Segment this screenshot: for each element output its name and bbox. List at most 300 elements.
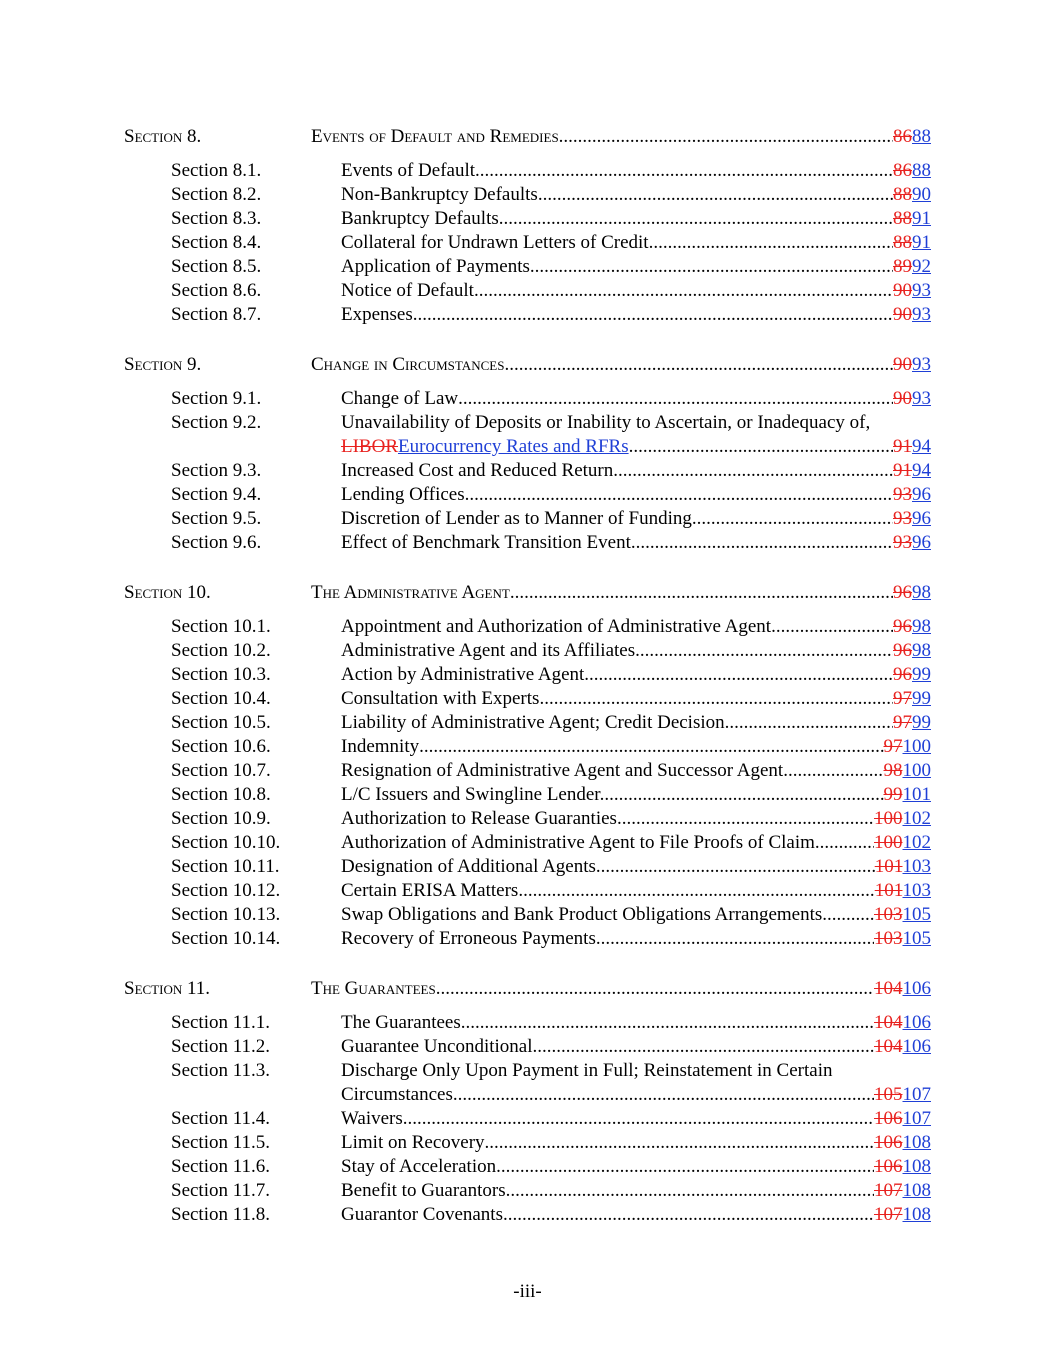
toc-entry <box>0 183 1055 207</box>
page-reference <box>875 855 931 879</box>
dot-leader <box>617 807 874 831</box>
toc-entry <box>0 879 1055 903</box>
section-heading <box>0 977 1055 1001</box>
entry-title[interactable]: Guarantor Covenants <box>341 1204 503 1225</box>
entry-title-wrap <box>341 1203 931 1227</box>
subsection-number: Section 9.5. <box>171 508 262 529</box>
dot-leader <box>506 1179 874 1203</box>
old-page-number: 96 <box>893 664 912 685</box>
entry-title-wrap <box>341 879 931 903</box>
entry-title[interactable]: Authorization of Administrative Agent to File Proofs of Claim <box>341 832 815 853</box>
page-reference <box>893 207 931 231</box>
old-page-number: 100 <box>874 808 903 829</box>
old-page-number: 86 <box>893 126 912 147</box>
toc-entry-continuation <box>0 435 1055 459</box>
page-reference <box>893 435 931 459</box>
entry-title-wrap <box>341 687 931 711</box>
entry-title[interactable]: Guarantee Unconditional <box>341 1036 533 1057</box>
entry-title-wrap <box>341 231 931 255</box>
dot-leader <box>496 1155 874 1179</box>
toc-entry <box>0 303 1055 327</box>
entry-title-wrap <box>341 807 931 831</box>
section-number: Section 11. <box>124 978 211 999</box>
old-page-number: 93 <box>893 484 912 505</box>
page-reference <box>893 159 931 183</box>
toc-entry <box>0 711 1055 735</box>
subsection-number: Section 10.6. <box>171 736 271 757</box>
page-reference <box>893 687 931 711</box>
page-reference <box>874 831 931 855</box>
section-heading <box>0 581 1055 605</box>
subsection-number: Section 8.3. <box>171 208 262 229</box>
entry-title[interactable]: Administrative Agent and its Affiliates <box>341 640 636 661</box>
old-page-number: 107 <box>874 1204 903 1225</box>
toc-entry <box>0 507 1055 531</box>
entry-title[interactable]: Benefit to Guarantors <box>341 1180 506 1201</box>
dot-leader <box>413 303 893 327</box>
entry-title-wrap <box>341 903 931 927</box>
entry-title-wrap <box>341 255 931 279</box>
subsection-number: Section 11.6. <box>171 1156 271 1177</box>
page-number-footer: -iii- <box>513 1281 542 1302</box>
page-reference <box>874 807 931 831</box>
page-reference <box>874 1131 931 1155</box>
new-page-link[interactable]: 93 <box>912 280 931 301</box>
new-page-link[interactable]: 93 <box>912 304 931 325</box>
new-page-link[interactable]: 96 <box>912 532 931 553</box>
section-heading <box>0 125 1055 149</box>
entry-title-wrap <box>311 977 931 1001</box>
old-page-number: 89 <box>893 256 912 277</box>
old-page-number: 103 <box>874 904 903 925</box>
old-page-number: 106 <box>874 1108 903 1129</box>
subsection-number: Section 9.3. <box>171 460 262 481</box>
dot-leader <box>629 435 893 459</box>
old-page-number: 90 <box>893 280 912 301</box>
subsection-number: Section 10.14. <box>171 928 281 949</box>
old-page-number: 91 <box>893 460 912 481</box>
old-page-number: 91 <box>893 436 912 457</box>
page-reference <box>893 125 931 149</box>
toc-entry <box>0 531 1055 555</box>
dot-leader <box>822 903 874 927</box>
section-title[interactable]: The Administrative Agent <box>311 582 510 603</box>
old-page-number: 104 <box>874 978 903 999</box>
new-page-link[interactable]: 102 <box>902 832 931 853</box>
entry-title[interactable]: L/C Issuers and Swingline Lender. <box>341 784 605 805</box>
entry-title[interactable]: Lending Offices <box>341 484 465 505</box>
dot-leader <box>596 927 874 951</box>
page-reference <box>884 735 932 759</box>
toc-entry-continuation <box>0 1083 1055 1107</box>
entry-title[interactable]: Certain ERISA Matters <box>341 880 519 901</box>
toc-entry <box>0 1179 1055 1203</box>
dot-leader <box>510 581 893 605</box>
dot-leader <box>539 687 893 711</box>
entry-title[interactable]: Notice of Default <box>341 280 474 301</box>
toc-entry <box>0 927 1055 951</box>
entry-title[interactable]: Effect of Benchmark Transition Event <box>341 532 631 553</box>
toc-entry <box>0 1203 1055 1227</box>
dot-leader <box>475 159 893 183</box>
toc-entry <box>0 483 1055 507</box>
entry-title[interactable]: Action by Administrative Agent <box>341 664 585 685</box>
page-reference <box>874 1083 931 1107</box>
new-page-link[interactable]: 100 <box>902 736 931 757</box>
new-page-link[interactable]: 98 <box>912 640 931 661</box>
subsection-number: Section 9.1. <box>171 388 262 409</box>
entry-title[interactable]: Authorization to Release Guaranties <box>341 808 617 829</box>
toc-entry <box>0 411 1055 435</box>
entry-title-wrap <box>311 125 931 149</box>
old-page-number: 105 <box>874 1084 903 1105</box>
page-reference <box>874 903 931 927</box>
entry-title[interactable]: Recovery of Erroneous Payments <box>341 928 596 949</box>
new-page-link[interactable]: 90 <box>912 184 931 205</box>
old-page-number: 104 <box>874 1012 903 1033</box>
subsection-number: Section 11.4. <box>171 1108 271 1129</box>
dot-leader <box>538 183 893 207</box>
toc-entry <box>0 207 1055 231</box>
toc-entry <box>0 387 1055 411</box>
subsection-number: Section 10.4. <box>171 688 271 709</box>
dot-leader <box>649 231 893 255</box>
toc-entry <box>0 807 1055 831</box>
new-page-link[interactable]: 102 <box>902 808 931 829</box>
dot-leader <box>465 483 893 507</box>
dot-leader <box>584 663 893 687</box>
section-title[interactable]: The Guarantees <box>311 978 436 999</box>
dot-leader <box>419 735 883 759</box>
dot-leader <box>461 1011 874 1035</box>
entry-title-wrap <box>341 387 931 411</box>
new-page-link[interactable]: 105 <box>902 928 931 949</box>
dot-leader <box>725 711 893 735</box>
new-page-link[interactable]: 96 <box>912 484 931 505</box>
new-page-link[interactable]: 91 <box>912 208 931 229</box>
entry-title-wrap <box>341 831 931 855</box>
toc-entry <box>0 855 1055 879</box>
page-reference <box>893 663 931 687</box>
entry-title-wrap <box>341 411 931 435</box>
new-page-link[interactable]: 91 <box>912 232 931 253</box>
page-reference <box>893 581 931 605</box>
entry-title-wrap <box>341 615 931 639</box>
subsection-number: Section 9.2. <box>171 412 262 433</box>
new-page-link[interactable]: 108 <box>902 1180 931 1201</box>
old-page-number: 98 <box>883 760 903 781</box>
toc-entry <box>0 459 1055 483</box>
old-page-number: 86 <box>893 160 912 181</box>
toc-entry <box>0 831 1055 855</box>
page-reference <box>874 927 931 951</box>
page-reference <box>874 977 931 1001</box>
new-page-link[interactable]: 100 <box>902 760 931 781</box>
new-page-link[interactable]: 99 <box>912 688 931 709</box>
subsection-number: Section 10.10. <box>171 832 281 853</box>
toc-entry <box>0 1035 1055 1059</box>
toc-entry <box>0 1011 1055 1035</box>
entry-title-wrap <box>341 459 931 483</box>
page-reference <box>893 711 931 735</box>
old-page-number: 93 <box>893 508 912 529</box>
subsection-number: Section 8.1. <box>171 160 262 181</box>
old-page-number: 107 <box>874 1180 903 1201</box>
page-reference <box>893 507 931 531</box>
new-page-link[interactable]: 105 <box>902 904 931 925</box>
page-reference <box>893 303 931 327</box>
new-page-link[interactable]: 88 <box>912 160 931 181</box>
subsection-number: Section 11.2. <box>171 1036 271 1057</box>
toc-entry <box>0 783 1055 807</box>
entry-title-wrap <box>341 1107 931 1131</box>
dot-leader <box>499 207 893 231</box>
old-page-number: 106 <box>874 1156 903 1177</box>
entry-title-wrap <box>341 1131 931 1155</box>
entry-title[interactable]: Waivers <box>341 1108 403 1129</box>
entry-title[interactable]: Application of Payments <box>341 256 530 277</box>
new-page-link[interactable]: 99 <box>912 664 931 685</box>
entry-title-wrap <box>341 279 931 303</box>
inserted-text[interactable]: Eurocurrency Rates and RFRs <box>398 436 629 457</box>
entry-title[interactable]: Expenses <box>341 304 413 325</box>
dot-leader <box>518 879 874 903</box>
new-page-link[interactable]: 93 <box>912 388 931 409</box>
entry-title-wrap <box>311 581 931 605</box>
entry-title-wrap <box>341 1059 931 1083</box>
subsection-number: Section 8.7. <box>171 304 262 325</box>
dot-leader <box>783 759 883 783</box>
entry-title-wrap <box>341 639 931 663</box>
new-page-link[interactable]: 98 <box>912 616 931 637</box>
old-page-number: 97 <box>893 688 912 709</box>
new-page-link[interactable]: 107 <box>902 1084 931 1105</box>
new-page-link[interactable]: 108 <box>902 1156 931 1177</box>
old-page-number: 96 <box>893 582 912 603</box>
dot-leader <box>533 1035 874 1059</box>
entry-title[interactable]: Designation of Additional Agents <box>341 856 596 877</box>
entry-title-wrap <box>341 711 931 735</box>
deleted-text: LIBOR <box>341 436 398 457</box>
entry-title-wrap <box>341 1011 931 1035</box>
old-page-number: 90 <box>893 304 912 325</box>
entry-title-wrap <box>341 183 931 207</box>
old-page-number: 97 <box>883 736 903 757</box>
entry-title-wrap <box>341 1155 931 1179</box>
entry-title[interactable]: Liability of Administrative Agent; Credit Decision <box>341 712 725 733</box>
new-page-link[interactable]: 107 <box>902 1108 931 1129</box>
subsection-number: Section 10.2. <box>171 640 271 661</box>
old-page-number: 93 <box>893 532 912 553</box>
page-reference <box>874 1011 931 1035</box>
entry-title-wrap <box>341 663 931 687</box>
section-title[interactable]: Change in Circumstances <box>311 354 505 375</box>
toc-entry <box>0 1131 1055 1155</box>
new-page-link[interactable]: 106 <box>902 978 931 999</box>
dot-leader <box>635 639 893 663</box>
page-reference <box>893 459 931 483</box>
toc-entry <box>0 735 1055 759</box>
subsection-number: Section 10.12. <box>171 880 281 901</box>
toc-entry <box>0 903 1055 927</box>
entry-title-wrap <box>341 1083 931 1107</box>
subsection-number: Section 10.5. <box>171 712 271 733</box>
entry-title[interactable]: Appointment and Authorization of Administrative Agent <box>341 616 772 637</box>
toc-entry <box>0 159 1055 183</box>
page-reference <box>875 879 931 903</box>
toc-entry <box>0 615 1055 639</box>
entry-title[interactable]: The Guarantees <box>341 1012 461 1033</box>
old-page-number: 101 <box>874 880 903 901</box>
entry-title-wrap <box>341 759 931 783</box>
toc-entry <box>0 279 1055 303</box>
subsection-number: Section 11.7. <box>171 1180 271 1201</box>
old-page-number: 88 <box>893 184 912 205</box>
new-page-link[interactable]: 106 <box>902 1012 931 1033</box>
dot-leader <box>453 1083 874 1107</box>
entry-title[interactable]: Unavailability of Deposits or Inability to Ascertain, or Inadequacy of, <box>341 412 871 433</box>
dot-leader <box>503 1203 874 1227</box>
new-page-link[interactable]: 93 <box>912 354 931 375</box>
page-reference <box>893 639 931 663</box>
entry-title[interactable]: Change of Law <box>341 388 459 409</box>
subsection-number: Section 8.6. <box>171 280 262 301</box>
toc-entry <box>0 1059 1055 1083</box>
page-reference <box>893 279 931 303</box>
entry-title-wrap <box>341 507 931 531</box>
toc-entry <box>0 255 1055 279</box>
subsection-number: Section 10.1. <box>171 616 271 637</box>
entry-title[interactable]: Consultation with Experts <box>341 688 540 709</box>
dot-leader <box>771 615 893 639</box>
old-page-number: 100 <box>874 832 903 853</box>
new-page-link[interactable]: 92 <box>912 256 931 277</box>
page-reference <box>893 531 931 555</box>
toc-entry <box>0 231 1055 255</box>
entry-title[interactable]: Collateral for Undrawn Letters of Credit <box>341 232 649 253</box>
section-title[interactable]: Events of Default and Remedies <box>311 126 559 147</box>
entry-title[interactable]: Bankruptcy Defaults <box>341 208 499 229</box>
page-reference <box>893 255 931 279</box>
entry-title[interactable]: Limit on Recovery <box>341 1132 485 1153</box>
dot-leader <box>436 977 874 1001</box>
entry-title-wrap <box>341 207 931 231</box>
page-reference <box>893 353 931 377</box>
dot-leader <box>613 459 893 483</box>
dot-leader <box>474 279 893 303</box>
subsection-number: Section 11.1. <box>171 1012 271 1033</box>
entry-title[interactable]: Non-Bankruptcy Defaults <box>341 184 538 205</box>
toc-entry <box>0 663 1055 687</box>
page-reference <box>884 783 932 807</box>
entry-title-wrap <box>341 435 931 459</box>
section-number: Section 8. <box>124 126 202 147</box>
old-page-number: 96 <box>893 616 912 637</box>
dot-leader <box>631 531 893 555</box>
entry-title-continuation[interactable]: Circumstances <box>341 1084 453 1105</box>
subsection-number: Section 8.5. <box>171 256 262 277</box>
page-reference <box>893 483 931 507</box>
old-page-number: 106 <box>874 1132 903 1153</box>
entry-title[interactable]: Discharge Only Upon Payment in Full; Reinstatement in Certain <box>341 1060 833 1081</box>
entry-title-wrap <box>341 1179 931 1203</box>
entry-title[interactable]: Increased Cost and Reduced Return <box>341 460 614 481</box>
page-reference <box>893 615 931 639</box>
entry-title[interactable]: Stay of Acceleration <box>341 1156 497 1177</box>
entry-title-wrap <box>341 855 931 879</box>
toc-entry <box>0 759 1055 783</box>
old-page-number: 88 <box>893 232 912 253</box>
section-heading <box>0 353 1055 377</box>
dot-leader <box>530 255 893 279</box>
new-page-link[interactable]: 96 <box>912 508 931 529</box>
dot-leader <box>403 1107 874 1131</box>
page-reference <box>874 1155 931 1179</box>
entry-title-wrap <box>341 159 931 183</box>
entry-title[interactable]: Indemnity <box>341 736 420 757</box>
subsection-number: Section 11.8. <box>171 1204 271 1225</box>
dot-leader <box>692 507 893 531</box>
subsection-number: Section 9.4. <box>171 484 262 505</box>
new-page-link[interactable]: 103 <box>902 856 931 877</box>
old-page-number: 99 <box>883 784 903 805</box>
subsection-number: Section 8.4. <box>171 232 262 253</box>
old-page-number: 103 <box>874 928 903 949</box>
new-page-link[interactable]: 101 <box>902 784 931 805</box>
page-reference <box>874 1107 931 1131</box>
new-page-link[interactable]: 108 <box>902 1132 931 1153</box>
subsection-number: Section 10.11. <box>171 856 280 877</box>
old-page-number: 96 <box>893 640 912 661</box>
new-page-link[interactable]: 99 <box>912 712 931 733</box>
old-page-number: 97 <box>893 712 912 733</box>
subsection-number: Section 10.13. <box>171 904 281 925</box>
dot-leader <box>815 831 874 855</box>
toc-entry <box>0 1107 1055 1131</box>
subsection-number: Section 11.5. <box>171 1132 271 1153</box>
new-page-link[interactable]: 94 <box>912 460 931 481</box>
entry-title[interactable]: Events of Default <box>341 160 476 181</box>
entry-title[interactable]: Swap Obligations and Bank Product Obligations Arrangements <box>341 904 823 925</box>
subsection-number: Section 10.9. <box>171 808 271 829</box>
toc-entry <box>0 687 1055 711</box>
dot-leader <box>458 387 893 411</box>
page-reference <box>893 387 931 411</box>
entry-title-wrap <box>341 483 931 507</box>
page-reference <box>874 1179 931 1203</box>
section-number: Section 10. <box>124 582 211 603</box>
new-page-link[interactable]: 98 <box>912 582 931 603</box>
new-page-link[interactable]: 88 <box>912 126 931 147</box>
toc-entry <box>0 639 1055 663</box>
subsection-number: Section 10.7. <box>171 760 271 781</box>
dot-leader <box>559 125 893 149</box>
page-reference <box>893 231 931 255</box>
dot-leader <box>604 783 883 807</box>
subsection-number: Section 11.3. <box>171 1060 271 1081</box>
dot-leader <box>596 855 875 879</box>
new-page-link[interactable]: 94 <box>912 436 931 457</box>
new-page-link[interactable]: 103 <box>902 880 931 901</box>
old-page-number: 90 <box>893 354 912 375</box>
entry-title[interactable]: Resignation of Administrative Agent and Successor Agent <box>341 760 784 781</box>
new-page-link[interactable]: 108 <box>902 1204 931 1225</box>
subsection-number: Section 8.2. <box>171 184 262 205</box>
entry-title-wrap <box>341 1035 931 1059</box>
entry-title[interactable]: Discretion of Lender as to Manner of Funding <box>341 508 692 529</box>
new-page-link[interactable]: 106 <box>902 1036 931 1057</box>
subsection-number: Section 10.8. <box>171 784 271 805</box>
